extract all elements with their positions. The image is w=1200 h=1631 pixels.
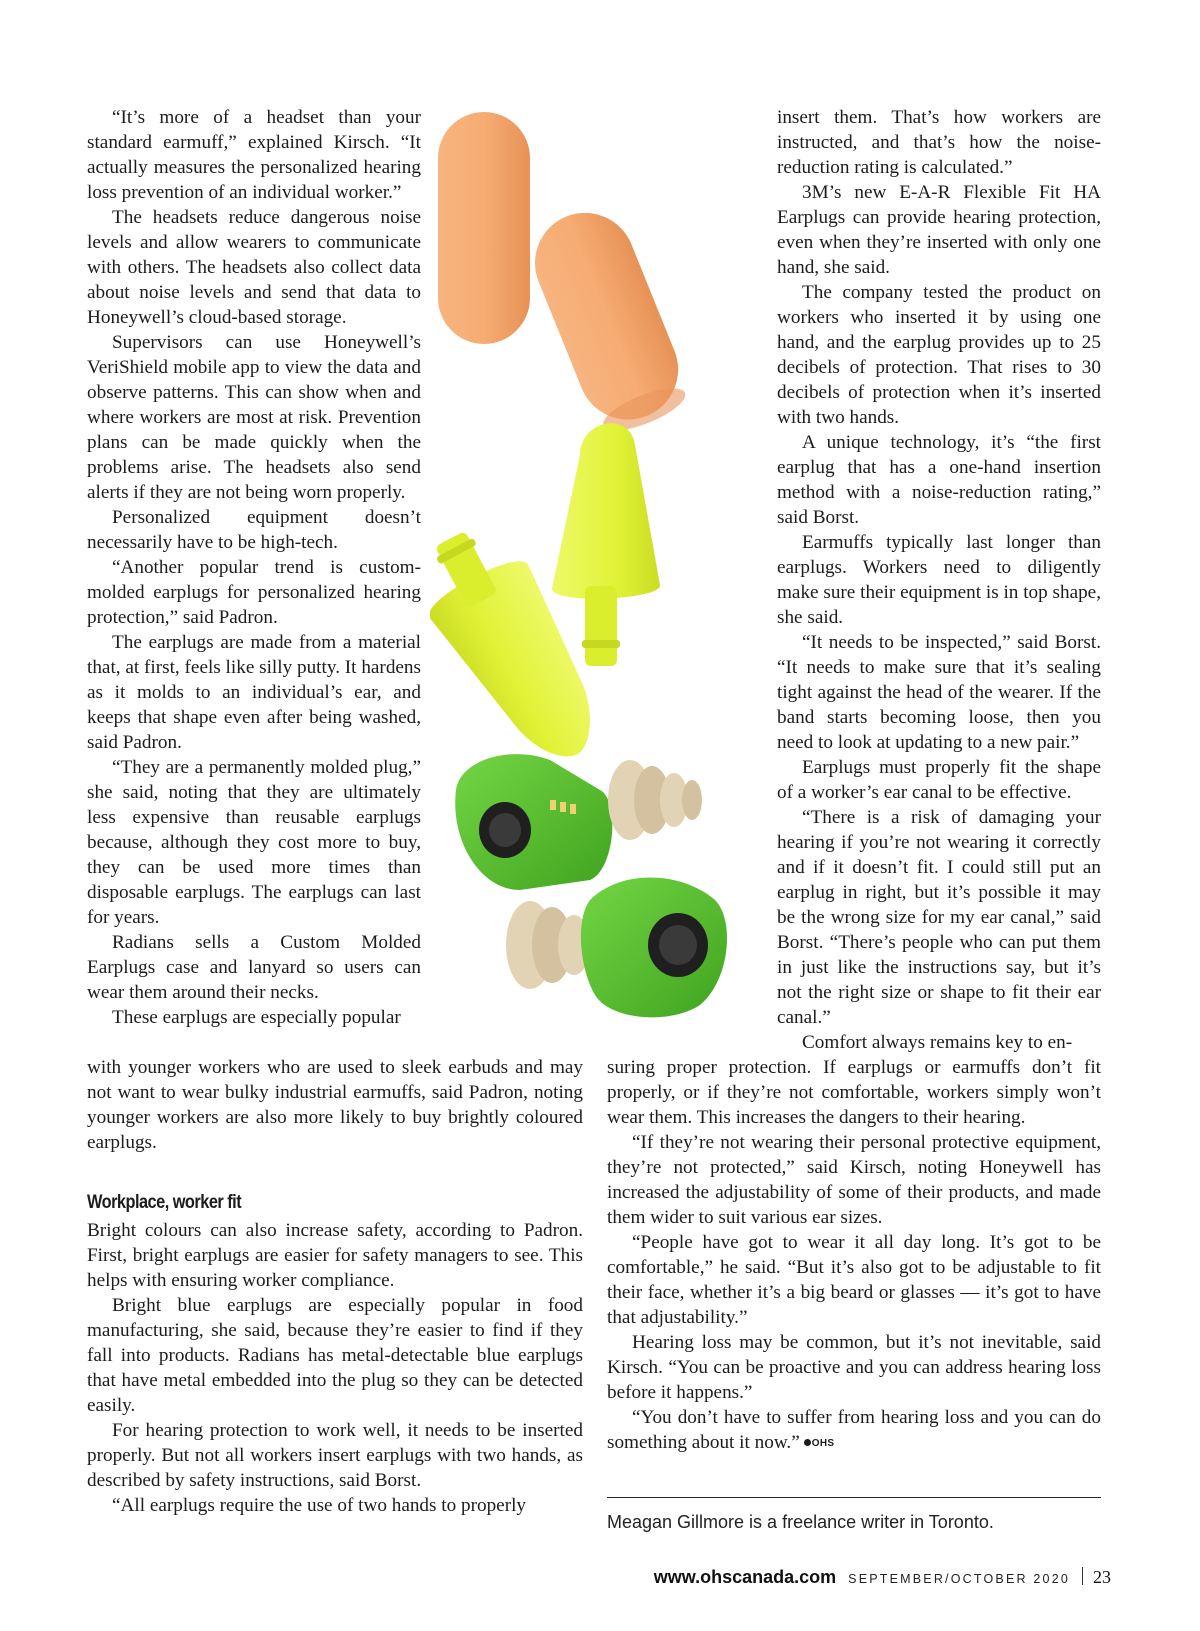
- left-column-bottom: [87, 1055, 583, 1518]
- paragraph: “They are a permanently molded plug,” she said, noting that they are ultimately less expensive than reusable earplugs because, although they cost more to buy, they can be used more times than disposable earplugs. The earplugs can last for years.: [87, 757, 421, 928]
- footer-url: www.ohscanada.com: [653, 1567, 837, 1587]
- paragraph: Bright colours can also increase safety, according to Padron. First, bright earplugs are easier for safety managers to see. This helps with ensuring worker compliance.: [87, 1220, 583, 1291]
- green-electronic-earplug: [455, 754, 702, 890]
- right-column-top: [777, 105, 1101, 1055]
- paragraph: Hearing loss may be common, but it’s not inevitable, said Kirsch. “You can be proactive and you can address hearing loss before it happens.”: [607, 1332, 1101, 1403]
- end-mark-text: OHS: [811, 1438, 835, 1449]
- paragraph: insert them. That’s how workers are instructed, and that’s how the noise-reduction rating is calculated.”: [777, 107, 1101, 178]
- earplug-illustration: [430, 100, 780, 1060]
- paragraph: with younger workers who are used to sleek earbuds and may not want to wear bulky industrial earmuffs, said Padron, noting younger workers are also more likely to buy brightly coloured earplugs.: [87, 1057, 583, 1153]
- dot-icon: [804, 1439, 811, 1446]
- paragraph: “It needs to be inspected,” said Borst. “It needs to make sure that it’s sealing tight against the head of the wearer. If the band starts becoming loose, then you need to look at updating to a new pair.”: [777, 632, 1101, 753]
- right-column-bottom: [607, 1055, 1101, 1456]
- paragraph: Supervisors can use Honeywell’s VeriShield mobile app to view the data and observe patterns. This can show when and where workers are most at risk. Prevention plans can be made quickly when the problems arise. The headsets also send alerts if they are not being worn properly.: [87, 332, 421, 503]
- earplug-photo-stack: [430, 100, 780, 1060]
- green-electronic-earplug: [506, 878, 727, 1018]
- paragraph: These earplugs are especially popular: [112, 1007, 401, 1028]
- paragraph: Radians sells a Custom Molded Earplugs case and lanyard so users can wear them around their necks.: [87, 932, 421, 1003]
- paragraph: “Another popular trend is custom-molded earplugs for personalized hearing protection,” said Padron.: [87, 557, 421, 628]
- orange-foam-earplug: [520, 198, 696, 441]
- subheading: Workplace, worker fit: [87, 1192, 242, 1213]
- byline-divider: [607, 1497, 1101, 1498]
- paragraph: The headsets reduce dangerous noise levels and allow wearers to communicate with others. The headsets also collect data about noise levels and send that data to Honeywell’s cloud-based storage.: [87, 207, 421, 328]
- paragraph: Earmuffs typically last longer than earplugs. Workers need to diligently make sure their equipment is in top shape, she said.: [777, 532, 1101, 628]
- paragraph: The company tested the product on workers who inserted it by using one hand, and the earplug provides up to 25 decibels of protection. That rises to 30 decibels of protection when it’s inserted with two hands.: [777, 282, 1101, 428]
- left-column-top: [87, 105, 421, 1030]
- page-number: 23: [1093, 1567, 1111, 1587]
- closing-paragraph: [607, 1405, 1101, 1456]
- ohs-end-mark: [804, 1438, 835, 1449]
- paragraph: The earplugs are made from a material that, at first, feels like silly putty. It hardens as it molds to an individual’s ear, and keeps that shape even after being washed, said Padron.: [87, 632, 421, 753]
- closing-text: “You don’t have to suffer from hearing loss and you can do something about it now.”: [607, 1407, 1101, 1453]
- paragraph: “People have got to wear it all day long. It’s got to be comfortable,” he said. “But it’s also got to be adjustable to fit their face, whether it’s a big beard or glasses — it’s got to have that adjustability.”: [607, 1232, 1101, 1328]
- paragraph: 3M’s new E-A-R Flexible Fit HA Earplugs can provide hearing protection, even when they’re inserted with only one hand, she said.: [777, 182, 1101, 278]
- paragraph: Personalized equipment doesn’t necessarily have to be high-tech.: [87, 507, 421, 553]
- paragraph: “All earplugs require the use of two hands to properly: [112, 1495, 527, 1516]
- paragraph: Comfort always remains key to en-: [802, 1032, 1073, 1053]
- paragraph: “There is a risk of damaging your hearing if you’re not wearing it correctly and if it doesn’t fit. I could still put an earplug in right, but it’s possible it may be the wrong size for my ear canal,” said Borst. “There’s people who can put them in just like the instructions say, but it’s not the right size or shape to fit their ear canal.”: [777, 807, 1101, 1028]
- paragraph: “It’s more of a headset than your standard earmuff,” explained Kirsch. “It actually measures the personalized hearing loss prevention of an individual worker.”: [87, 107, 421, 203]
- paragraph: For hearing protection to work well, it needs to be inserted properly. But not all workers insert earplugs with two hands, as described by safety instructions, said Borst.: [87, 1420, 583, 1491]
- paragraph: A unique technology, it’s “the first earplug that has a one-hand insertion method with a noise-reduction rating,” said Borst.: [777, 432, 1101, 528]
- paragraph: Earplugs must properly fit the shape of a worker’s ear canal to be effective.: [777, 757, 1101, 803]
- page-footer: [560, 1567, 1111, 1597]
- paragraph: “If they’re not wearing their personal protective equipment, they’re not protected,” said Kirsch, noting Honeywell has increased the adjustability of some of their products, and made them wider to suit various ear sizes.: [607, 1132, 1101, 1228]
- paragraph: Bright blue earplugs are especially popular in food manufacturing, she said, because they’re easier to find if they fall into products. Radians has metal-detectable blue earplugs that have metal embedded into the plug so they can be detected easily.: [87, 1295, 583, 1416]
- author-byline: Meagan Gillmore is a freelance writer in Toronto.: [607, 1512, 994, 1532]
- footer-issue: SEPTEMBER/OCTOBER 2020: [848, 1572, 1070, 1586]
- orange-foam-earplug: [438, 112, 530, 344]
- yellow-flexible-earplug: [552, 423, 660, 666]
- footer-divider: [1082, 1567, 1083, 1585]
- paragraph: suring proper protection. If earplugs or earmuffs don’t fit properly, or if they’re not comfortable, workers simply won’t wear them. This increases the dangers to their hearing.: [607, 1057, 1101, 1128]
